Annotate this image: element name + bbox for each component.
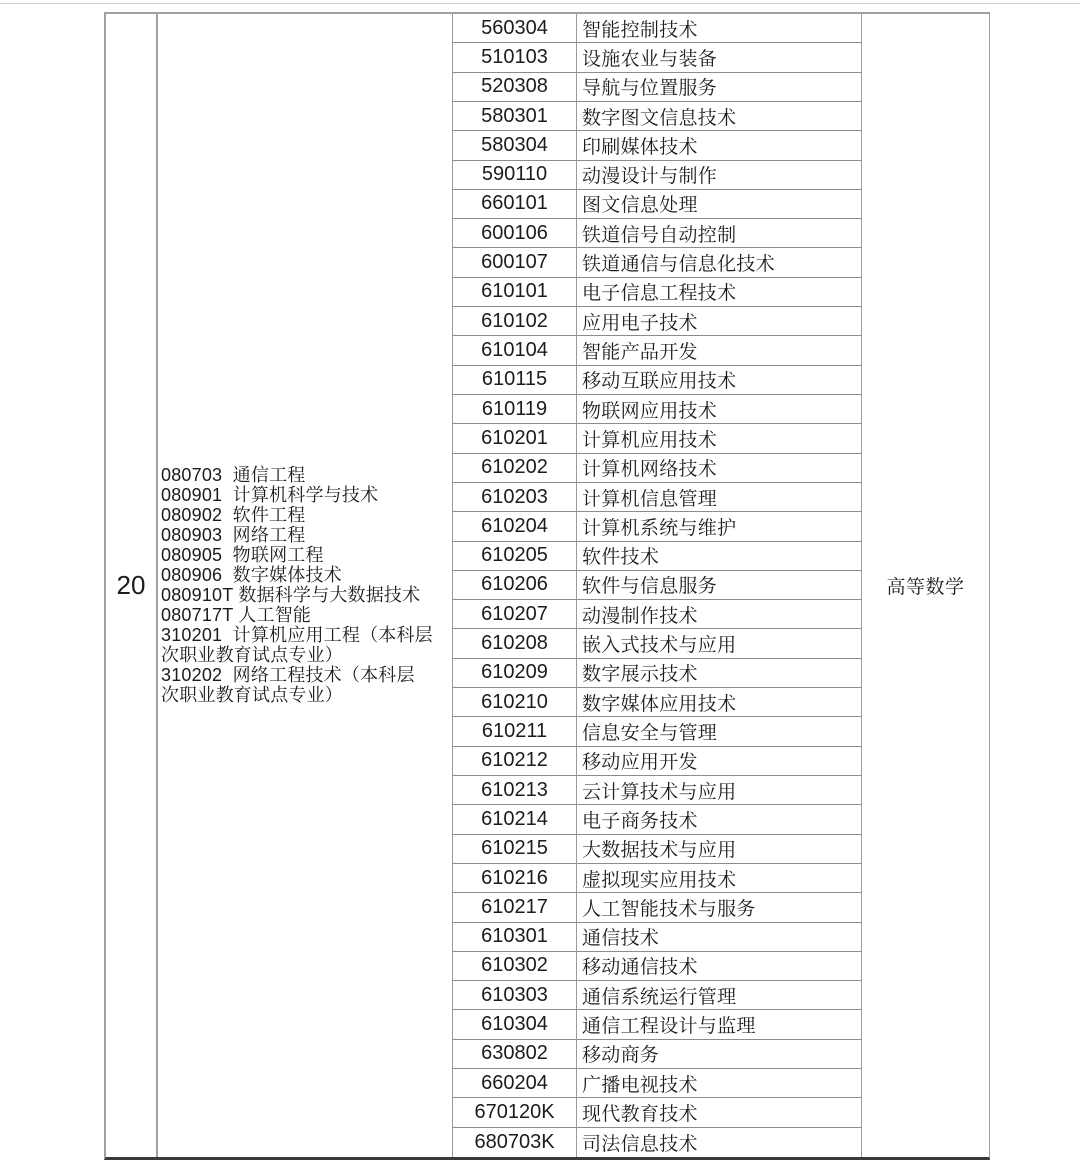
course-code-cell: 610205 <box>452 542 576 571</box>
course-name-cell: 数字展示技术 <box>576 659 861 688</box>
course-name-cell: 虚拟现实应用技术 <box>576 864 861 893</box>
undergrad-major-line: 080901 计算机科学与技术 <box>161 485 379 506</box>
course-name-cell: 图文信息处理 <box>576 190 861 219</box>
course-name-cell: 移动商务 <box>576 1040 861 1069</box>
course-code-cell: 610104 <box>452 336 576 365</box>
undergrad-major-line: 080906 数字媒体技术 <box>161 565 342 586</box>
course-code-cell: 610101 <box>452 278 576 307</box>
course-name-cell: 人工智能技术与服务 <box>576 893 861 922</box>
course-code-cell: 610301 <box>452 923 576 952</box>
course-name-cell: 智能产品开发 <box>576 336 861 365</box>
course-name-cell: 导航与位置服务 <box>576 73 861 102</box>
course-name-cell: 移动互联应用技术 <box>576 366 861 395</box>
course-code-cell: 610302 <box>452 952 576 981</box>
course-name-cell: 移动应用开发 <box>576 747 861 776</box>
course-code-cell: 610119 <box>452 395 576 424</box>
course-code-cell: 670120K <box>452 1098 576 1127</box>
course-code-cell: 510103 <box>452 43 576 72</box>
course-code-cell: 610207 <box>452 600 576 629</box>
course-code-cell: 590110 <box>452 161 576 190</box>
course-name-cell: 计算机系统与维护 <box>576 512 861 541</box>
undergrad-major-line: 080902 软件工程 <box>161 505 306 526</box>
course-name-cell: 大数据技术与应用 <box>576 835 861 864</box>
course-name-cell: 软件技术 <box>576 542 861 571</box>
undergrad-major-line: 080910T 数据科学与大数据技术 <box>161 585 421 606</box>
course-code-cell: 610201 <box>452 424 576 453</box>
course-code-cell: 520308 <box>452 73 576 102</box>
course-name-cell: 通信工程设计与监理 <box>576 1010 861 1039</box>
undergrad-majors-cell <box>156 14 452 1157</box>
course-code-cell: 660101 <box>452 190 576 219</box>
course-code-cell: 610213 <box>452 776 576 805</box>
course-code-cell: 680703K <box>452 1128 576 1157</box>
course-code-cell: 610209 <box>452 659 576 688</box>
course-code-cell: 610304 <box>452 1010 576 1039</box>
course-name-cell: 信息安全与管理 <box>576 717 861 746</box>
course-code-cell: 610212 <box>452 747 576 776</box>
course-code-cell: 610214 <box>452 805 576 834</box>
course-name-cell: 软件与信息服务 <box>576 571 861 600</box>
course-code-cell: 610215 <box>452 835 576 864</box>
course-name-cell: 计算机应用技术 <box>576 424 861 453</box>
course-name-cell: 铁道通信与信息化技术 <box>576 248 861 277</box>
course-name-cell: 物联网应用技术 <box>576 395 861 424</box>
course-code-cell: 600106 <box>452 219 576 248</box>
course-name-cell: 嵌入式技术与应用 <box>576 629 861 658</box>
course-name-cell: 云计算技术与应用 <box>576 776 861 805</box>
course-code-cell: 560304 <box>452 14 576 43</box>
course-name-cell: 应用电子技术 <box>576 307 861 336</box>
course-name-cell: 铁道信号自动控制 <box>576 219 861 248</box>
course-code-cell: 610204 <box>452 512 576 541</box>
course-name-cell: 通信技术 <box>576 923 861 952</box>
undergrad-major-line: 次职业教育试点专业） <box>161 645 343 666</box>
undergrad-major-line: 310202 网络工程技术（本科层 <box>161 665 415 686</box>
course-name-cell: 计算机网络技术 <box>576 454 861 483</box>
course-name-cell: 计算机信息管理 <box>576 483 861 512</box>
course-name-cell: 智能控制技术 <box>576 14 861 43</box>
course-code-cell: 600107 <box>452 248 576 277</box>
undergrad-major-line: 080903 网络工程 <box>161 525 306 546</box>
course-name-cell: 现代教育技术 <box>576 1098 861 1127</box>
course-name-cell: 广播电视技术 <box>576 1069 861 1098</box>
undergrad-major-line: 080905 物联网工程 <box>161 545 324 566</box>
exam-subject-cell: 高等数学 <box>861 14 989 1157</box>
page-top-hairline <box>0 3 1080 4</box>
course-name-cell: 移动通信技术 <box>576 952 861 981</box>
course-code-cell: 630802 <box>452 1040 576 1069</box>
course-code-cell: 610206 <box>452 571 576 600</box>
course-code-cell: 610303 <box>452 981 576 1010</box>
course-code-cell: 580304 <box>452 131 576 160</box>
course-name-cell: 设施农业与装备 <box>576 43 861 72</box>
undergrad-major-line: 310201 计算机应用工程（本科层 <box>161 625 433 646</box>
course-name-cell: 司法信息技术 <box>576 1128 861 1157</box>
course-name-cell: 动漫制作技术 <box>576 600 861 629</box>
row-number-cell: 20 <box>116 569 146 600</box>
course-name-cell: 通信系统运行管理 <box>576 981 861 1010</box>
course-name-cell: 数字媒体应用技术 <box>576 688 861 717</box>
course-name-cell: 动漫设计与制作 <box>576 161 861 190</box>
course-code-cell: 610203 <box>452 483 576 512</box>
course-code-cell: 610202 <box>452 454 576 483</box>
course-code-cell: 610208 <box>452 629 576 658</box>
course-code-cell: 610211 <box>452 717 576 746</box>
course-code-cell: 610115 <box>452 366 576 395</box>
course-code-cell: 610102 <box>452 307 576 336</box>
course-code-cell: 580301 <box>452 102 576 131</box>
course-code-cell: 610210 <box>452 688 576 717</box>
course-code-cell: 660204 <box>452 1069 576 1098</box>
course-code-cell: 610216 <box>452 864 576 893</box>
course-code-cell: 610217 <box>452 893 576 922</box>
undergrad-major-line: 080717T 人工智能 <box>161 605 312 626</box>
undergrad-major-line: 080703 通信工程 <box>161 465 306 486</box>
course-name-cell: 电子信息工程技术 <box>576 278 861 307</box>
course-name-cell: 数字图文信息技术 <box>576 102 861 131</box>
course-name-cell: 电子商务技术 <box>576 805 861 834</box>
undergrad-major-line: 次职业教育试点专业） <box>161 685 343 706</box>
exam-mapping-table <box>104 12 990 1160</box>
course-name-cell: 印刷媒体技术 <box>576 131 861 160</box>
